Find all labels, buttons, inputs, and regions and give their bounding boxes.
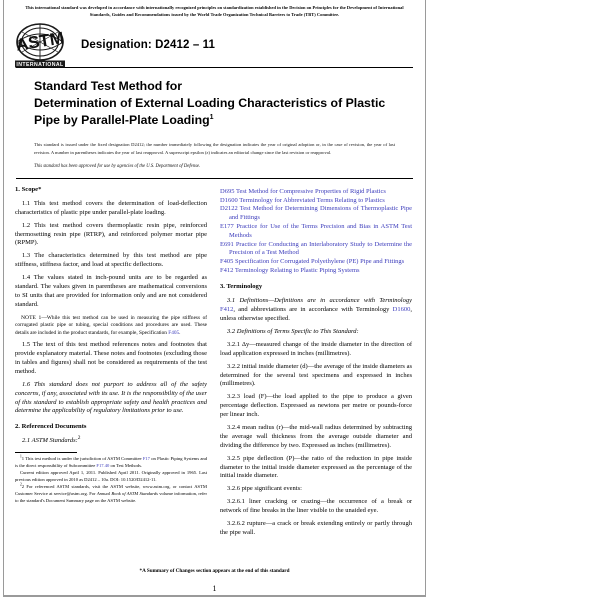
- standard-title: Terminology Relating to Plastic Piping Systems: [234, 267, 360, 275]
- terminology-term: 3.2.4 mean radius (r)—the mid-wall radius determined by subtracting the average wall thickness from the average outside diameter and dividing the difference by two. Expressed as inches (millimetres).: [220, 424, 412, 449]
- terminology-term: 3.2.1 Δy—measured change of the inside diameter in the direction of load application expressed in inches (millimetres).: [220, 340, 412, 357]
- list-item[interactable]: [220, 267, 412, 276]
- standard-title: Test Method for Compressive Properties of Rigid Plastics: [235, 187, 386, 195]
- title-line-1: Standard Test Method for: [34, 78, 183, 93]
- scope-paragraph: 1.4 The values stated in inch-pound units are to be regarded as standard. The values given in parentheses are mathematical conversions to SI units that are provided for information only and are not considered standard.: [15, 274, 207, 308]
- astm-standards-footnote-marker: 2: [77, 434, 81, 441]
- document-header: [4, 19, 425, 68]
- document-title: [34, 78, 395, 130]
- section-heading-referenced-documents: 2. Referenced Documents: [15, 423, 87, 431]
- standard-code[interactable]: E691: [220, 240, 234, 248]
- scope-paragraph: 1.5 The text of this test method references notes and footnotes that provide explanatory material. These notes and footnotes (excluding those in tables and figures) shall not be considered as requirements of the test method.: [15, 341, 207, 375]
- standard-code[interactable]: F412: [220, 267, 234, 275]
- standard-title: Practice for Conducting an Interlaboratory Study to Determine the Precision of a Test Method: [229, 240, 412, 257]
- page-sheet: [3, 0, 426, 597]
- standard-code[interactable]: D1600: [220, 196, 238, 204]
- terminology-link-f412[interactable]: F412: [220, 305, 234, 313]
- standard-title: Specification for Corrugated Polyethylene (PE) Pipe and Fittings: [235, 258, 405, 266]
- standard-code[interactable]: D695: [220, 187, 235, 195]
- terminology-term: 3.2.5 pipe deflection (P)—the ratio of the reduction in pipe inside diameter to the initial inside diameter expressed as the percentage of the initial inside diameter.: [220, 454, 412, 480]
- note-text: While this test method can be used in measuring the pipe stiffness of corrugated plastic pipe or tubing, special conditions and procedures are used. These details are included in the product standards, for example, Specification: [15, 314, 207, 336]
- terminology-specific-heading: 3.2 Definitions of Terms Specific to This Standard:: [227, 327, 359, 335]
- scope-note-1: [15, 315, 207, 338]
- standard-link-f405[interactable]: F405: [168, 329, 180, 336]
- issued-note: This standard is issued under the fixed designation D2412; the number immediately following the designation indicates the year of original adoption or, in the case of revision, the year of last revision. A number in parentheses indicates the year of last reapproval. A superscript epsilon (ε) indicates an editorial change since the last revision or reapproval.: [34, 141, 395, 155]
- scope-paragraph: 1.1 This test method covers the determination of load-deflection characteristics of plastic pipe under parallel-plate loading.: [15, 199, 207, 216]
- standard-title: Practice for Use of the Terms Precision and Bias in ASTM Test Methods: [229, 222, 412, 239]
- terminology-term: 3.2.3 load (F)—the load applied to the pipe to produce a given percentage deflection. Expressed as newtons per metre or pounds-force per linear inch.: [220, 393, 412, 418]
- standard-code[interactable]: D2122: [220, 205, 238, 213]
- title-footnote-marker: 1: [209, 114, 214, 122]
- left-column: [15, 186, 207, 538]
- terminology-term: 3.2.6 pipe significant events:: [227, 485, 302, 493]
- list-item[interactable]: [220, 197, 412, 206]
- page-number: 1: [212, 584, 217, 593]
- right-column: [220, 186, 412, 538]
- terminology-term: 3.2.6.1 liner cracking or crazing—the occurrence of a break or network of fine breaks in the liner visible to the unaided eye.: [220, 498, 412, 515]
- section-heading-terminology: 3. Terminology: [220, 282, 263, 290]
- designation-label: Designation: D2412 – 11: [81, 38, 215, 51]
- terminology-term: 3.2.2 initial inside diameter (d)—the average of the inside diameters as determined for the several test specimens and expressed in inches (millimetres).: [220, 362, 412, 388]
- astm-logo-icon: [14, 22, 72, 68]
- scope-paragraph: 1.3 The characteristics determined by this test method are pipe stiffness, stiffness factor, and load at specific deflections.: [15, 252, 207, 269]
- terminology-link-d1600[interactable]: D1600: [392, 305, 411, 313]
- standard-code[interactable]: E177: [220, 222, 234, 230]
- scope-paragraph: 1.2 This test method covers thermoplastic resin pipe, reinforced thermosetting resin pipe (RTRP), and reinforced polymer mortar pipe (RPMP).: [15, 221, 207, 247]
- body-columns: [4, 179, 425, 538]
- svg-text:ASTM: ASTM: [14, 27, 66, 55]
- referenced-standards-list: [220, 188, 412, 276]
- list-item[interactable]: [220, 205, 412, 223]
- committee-link-f17[interactable]: F17: [142, 456, 150, 462]
- scope-paragraph-safety: 1.6 This standard does not purport to address all of the safety concerns, if any, associated with its use. It is the responsibility of the user of this standard to establish appropriate safety and health practices and determine the applicability of regulatory limitations prior to use.: [15, 380, 207, 415]
- svg-text:INTERNATIONAL: INTERNATIONAL: [16, 61, 64, 68]
- summary-of-changes-note: *A Summary of Changes section appears at the end of this standard: [139, 568, 290, 574]
- standard-title: Terminology for Abbreviated Terms Relating to Plastics: [239, 196, 385, 204]
- title-block: [4, 68, 425, 169]
- standard-title: Test Method for Determining Dimensions of Thermoplastic Pipe and Fittings: [229, 205, 412, 222]
- note-text-end: .: [179, 329, 181, 336]
- title-line-3: Pipe by Parallel-Plate Loading$^1$: [34, 113, 214, 128]
- footer-divider: [4, 595, 425, 596]
- subcommittee-link-f1740[interactable]: F17.40: [96, 463, 110, 469]
- title-line-2: Determination of External Loading Characteristics of Plastic: [34, 95, 386, 110]
- footnote-1: $^1$1 This test method is under the jurisdiction of ASTM Committee F17 on Plastic Piping Systems and is the direct responsibility of Subcommittee F17.40 on Test Methods.: [15, 454, 207, 469]
- list-item[interactable]: [220, 258, 412, 267]
- footnote-divider: [15, 452, 77, 453]
- footnote-1-edition: Current edition approved April 1, 2011. Published April 2011. Originally approved in 1965. Last previous edition approved in 2010 as D2412 – 10a. DOI: 10.1520/D2412-11.: [15, 470, 207, 483]
- list-item[interactable]: [220, 241, 412, 259]
- list-item[interactable]: [220, 188, 412, 197]
- note-label: NOTE 1—: [21, 314, 47, 321]
- tbt-notice: This international standard was developed in accordance with internationally recognized principles on standardization established in the Decision on Principles for the Development of International Standards, Guides and Recommendations issued by the World Trade Organization Technical Barriers to Trade (TBT) Committee.: [25, 5, 404, 18]
- terminology-definitions: 3.1 Definitions—Definitions are in accordance with Terminology F412, and abbreviations are in accordance with Terminology D1600, unless otherwise specified.: [220, 297, 412, 322]
- astm-standards-subheading: 2.1 ASTM Standards:$^2$: [22, 434, 81, 444]
- standard-code[interactable]: F405: [220, 258, 234, 266]
- terminology-term: 3.2.6.2 rupture—a crack or break extending entirely or partly through the pipe wall.: [220, 520, 412, 537]
- section-heading-scope: 1. Scope*: [15, 185, 42, 193]
- dod-approval-note: This standard has been approved for use by agencies of the U.S. Department of Defense.: [34, 163, 201, 169]
- list-item[interactable]: [220, 223, 412, 241]
- footnote-2: $^2$2 For referenced ASTM standards, visit the ASTM website, www.astm.org, or contact ASTM Customer Service at service@astm.org. For Annual Book of ASTM Standards volume information, refer to the standard's Document Summary page on the ASTM website.: [15, 482, 207, 504]
